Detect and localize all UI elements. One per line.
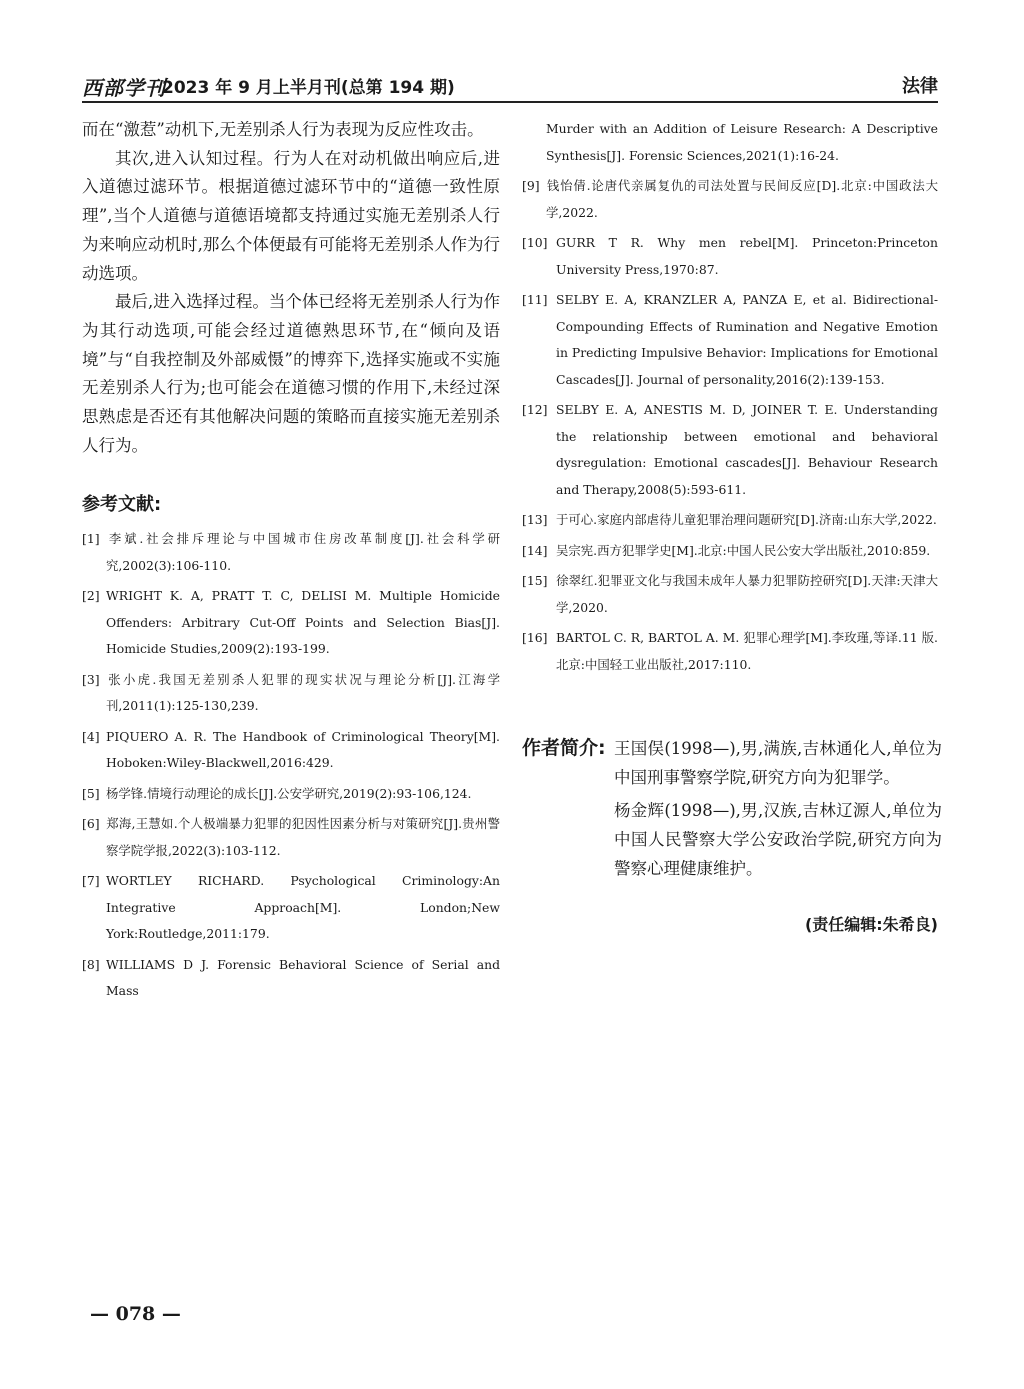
reference-text: WILLIAMS D J. Forensic Behavioral Science of Serial and Mass — [106, 956, 500, 999]
reference-text: SELBY E. A, ANESTIS M. D, JOINER T. E. Understanding the relationship between emotional and behavioral dysregulation: Emotional cascades[J]. Behaviour Research and Therapy,2008(5):593-611. — [556, 402, 938, 497]
reference-text: PIQUERO A. R. The Handbook of Criminological Theory[M]. Hoboken:Wiley-Blackwell,2016:429. — [106, 728, 500, 771]
reference-text: 于可心.家庭内部虐待儿童犯罪治理问题研究[D].济南:山东大学,2022. — [556, 512, 937, 527]
reference-number: [12] — [522, 402, 548, 417]
reference-item — [522, 230, 938, 283]
issue-info: 2023 年 9 月上半月刊(总第 194 期) — [162, 78, 455, 98]
reference-text: WORTLEY RICHARD. Psychological Criminology:An Integrative Approach[M]. London;New York:Routledge,2011:179. — [106, 873, 500, 942]
reference-item — [522, 568, 938, 621]
body-paragraph: 而在“激惹”动机下,无差别杀人行为表现为反应性攻击。 — [82, 120, 484, 139]
reference-item — [82, 811, 500, 864]
reference-number: [8] — [82, 956, 100, 972]
reference-item — [522, 538, 938, 565]
reference-number: [11] — [522, 292, 548, 307]
reference-number: [5] — [82, 785, 100, 801]
reference-text: BARTOL C. R, BARTOL A. M. 犯罪心理学[M].李玫瑾,等译.11 版.北京:中国轻工业出版社,2017:110. — [556, 630, 938, 672]
page-header — [82, 72, 938, 100]
reference-number: [7] — [82, 873, 100, 889]
reference-text: WRIGHT K. A, PRATT T. C, DELISI M. Multiple Homicide Offenders: Arbitrary Cut-Off Points and Selection Bias[J]. Homicide Studies,2009(2):193-199. — [106, 588, 500, 657]
reference-number: [14] — [522, 542, 548, 558]
reference-number: [3] — [82, 671, 100, 687]
reference-text: SELBY E. A, KRANZLER A, PANZA E, et al. Bidirectional-Compounding Effects of Rumination and Negative Emotion in Predicting Impulsive Behavior: Implications for Emotional Cascades[J]. Journal of personality,2016(2):139-153. — [556, 292, 938, 387]
journal-logo: 西部学刊 — [82, 76, 166, 100]
reference-number: [2] — [82, 588, 100, 604]
reference-item — [82, 781, 500, 808]
reference-item — [82, 526, 500, 579]
reference-item — [522, 397, 938, 503]
left-column — [82, 116, 500, 1009]
body-paragraph: 最后,进入选择过程。当个体已经将无差别杀人行为作为其行动选项,可能会经过道德熟思环节,在“倾向及语境”与“自我控制及外部威慑”的博弈下,选择实施或不实施无差别杀人行为;也可能会在道德习惯的作用下,未经过深思熟虑是否还有其他解决问题的策略而直接实施无差别杀人行为。 — [82, 292, 500, 455]
reference-item — [82, 583, 500, 663]
right-column — [522, 116, 938, 682]
reference-item — [522, 625, 938, 678]
reference-number: [15] — [522, 573, 548, 588]
section-name: 法律 — [902, 76, 938, 97]
reference-text: GURR T R. Why men rebel[M]. Princeton:Princeton University Press,1970:87. — [556, 235, 938, 277]
reference-item — [522, 287, 938, 393]
body-paragraph: 其次,进入认知过程。行为人在对动机做出响应后,进入道德过滤环节。根据道德过滤环节中的“道德一致性原理”,当个人道德与道德语境都支持通过实施无差别杀人行为来响应动机时,那么个体便最有可能将无差别杀人作为行动选项。 — [82, 148, 500, 283]
reference-item — [82, 868, 500, 948]
reference-item — [522, 507, 938, 534]
reference-text: 郑海,王慧如.个人极端暴力犯罪的犯因性因素分析与对策研究[J].贵州警察学院学报,2022(3):103-112. — [106, 816, 500, 858]
reference-number: [6] — [82, 816, 100, 832]
reference-continuation: Murder with an Addition of Leisure Research: A Descriptive Synthesis[J]. Forensic Sciences,2021(1):16-24. — [546, 121, 938, 163]
reference-text: 杨学锋.情境行动理论的成长[J].公安学研究,2019(2):93-106,124. — [106, 785, 472, 801]
reference-number: [4] — [82, 728, 100, 744]
author-info-label: 作者简介: — [522, 737, 606, 759]
reference-text: 吴宗宪.西方犯罪学史[M].北京:中国人民公安大学出版社,2010:859. — [556, 542, 931, 558]
reference-text: 李斌.社会排斥理论与中国城市住房改革制度[J].社会科学研究,2002(3):106-110. — [106, 531, 500, 573]
reference-text: 徐翠红.犯罪亚文化与我国未成年人暴力犯罪防控研究[D].天津:天津大学,2020. — [556, 573, 938, 615]
reference-number: [10] — [522, 235, 548, 250]
reference-number: [13] — [522, 512, 548, 527]
reference-text: 钱怡倩.论唐代亲属复仇的司法处置与民间反应[D].北京:中国政法大学,2022. — [546, 178, 938, 220]
header-rule — [82, 101, 938, 103]
reference-text: 张小虎.我国无差别杀人犯罪的现实状况与理论分析[J].江海学刊,2011(1):125-130,239. — [106, 671, 500, 714]
page-number: — 078 — — [90, 1303, 181, 1325]
reference-item — [82, 724, 500, 777]
reference-number: [9] — [522, 178, 540, 193]
responsible-editor: (责任编辑:朱希良) — [804, 915, 938, 934]
author-bio: 杨金辉(1998—),男,汉族,吉林辽源人,单位为中国人民警察大学公安政治学院,研究方向为警察心理健康维护。 — [614, 801, 942, 878]
reference-item — [522, 173, 938, 226]
author-bio: 王国俣(1998—),男,满族,吉林通化人,单位为中国刑事警察学院,研究方向为犯罪学。 — [614, 739, 942, 787]
reference-item — [82, 667, 500, 720]
references-heading: 参考文献: — [82, 494, 162, 516]
reference-number: [16] — [522, 630, 548, 645]
author-info-body — [614, 734, 942, 883]
reference-number: [1] — [82, 531, 100, 547]
reference-item — [82, 952, 500, 1005]
